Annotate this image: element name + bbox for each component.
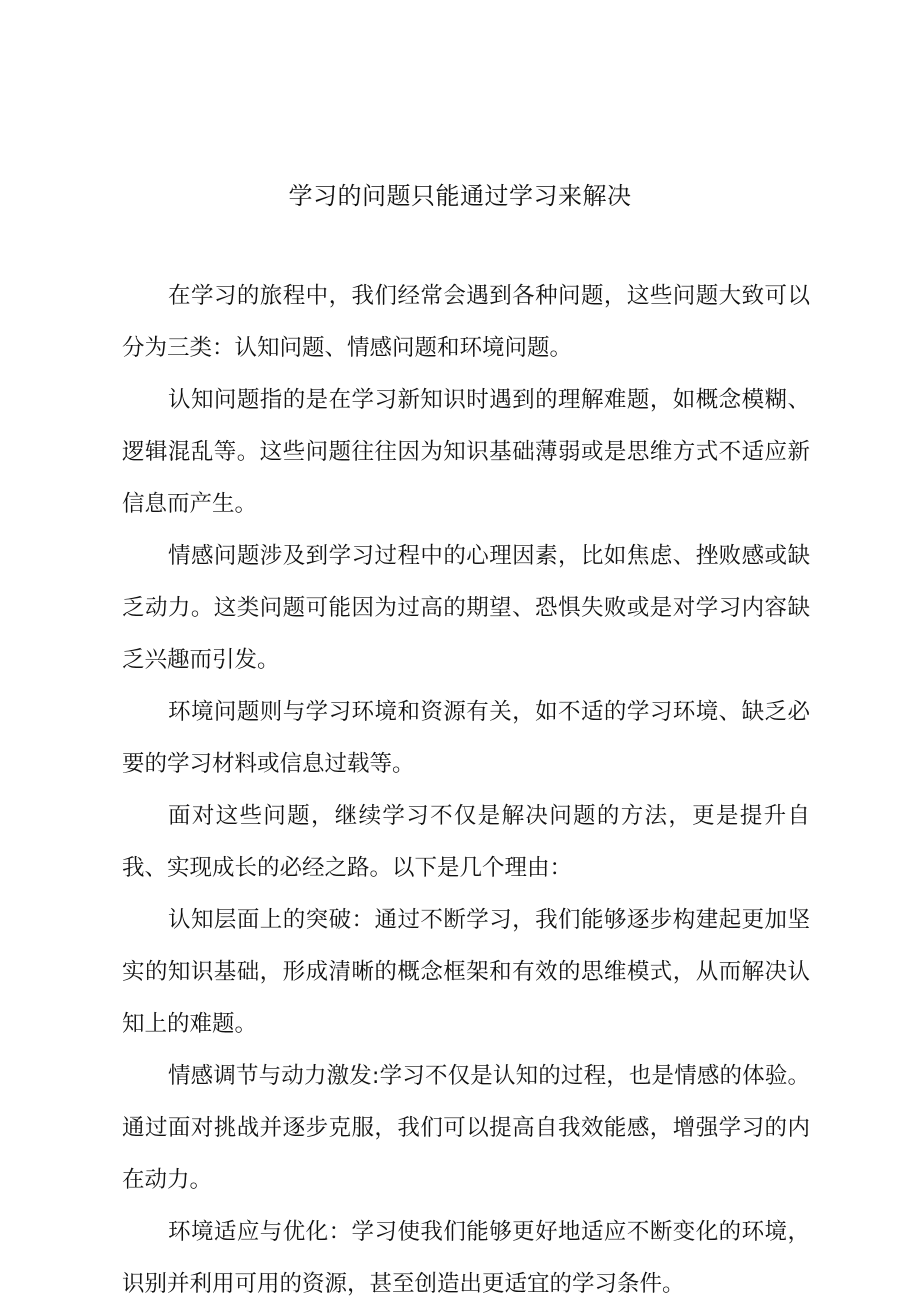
document-body (122, 270, 810, 1310)
paragraph-emotional-regulation: 情感调节与动力激发:学习不仅是认知的过程，也是情感的体验。通过面对挑战并逐步克服，我们可以提高自我效能感，增强学习的内在动力。 (122, 1063, 810, 1193)
paragraph-environmental-problems: 环境问题则与学习环境和资源有关，如不适的学习环境、缺乏必要的学习材料或信息过载等。 (122, 699, 810, 777)
paragraph-environment-adaptation: 环境适应与优化：学习使我们能够更好地适应不断变化的环境，识别并利用可用的资源，甚至创造出更适宜的学习条件。 (122, 1219, 810, 1297)
paragraph-cognitive-problems: 认知问题指的是在学习新知识时遇到的理解难题，如概念模糊、逻辑混乱等。这些问题往往因为知识基础薄弱或是思维方式不适应新信息而产生。 (122, 387, 810, 517)
paragraph-emotional-problems: 情感问题涉及到学习过程中的心理因素，比如焦虑、挫败感或缺乏动力。这类问题可能因为过高的期望、恐惧失败或是对学习内容缺乏兴趣而引发。 (122, 543, 810, 673)
document-title: 学习的问题只能通过学习来解决 (288, 182, 632, 210)
paragraph-cognitive-breakthrough: 认知层面上的突破：通过不断学习，我们能够逐步构建起更加坚实的知识基础，形成清晰的概念框架和有效的思维模式，从而解决认知上的难题。 (122, 907, 810, 1037)
paragraph-problem-types: 在学习的旅程中，我们经常会遇到各种问题，这些问题大致可以分为三类：认知问题、情感问题和环境问题。 (122, 283, 810, 361)
paragraph-continue-learning: 面对这些问题，继续学习不仅是解决问题的方法，更是提升自我、实现成长的必经之路。以下是几个理由： (122, 803, 810, 881)
